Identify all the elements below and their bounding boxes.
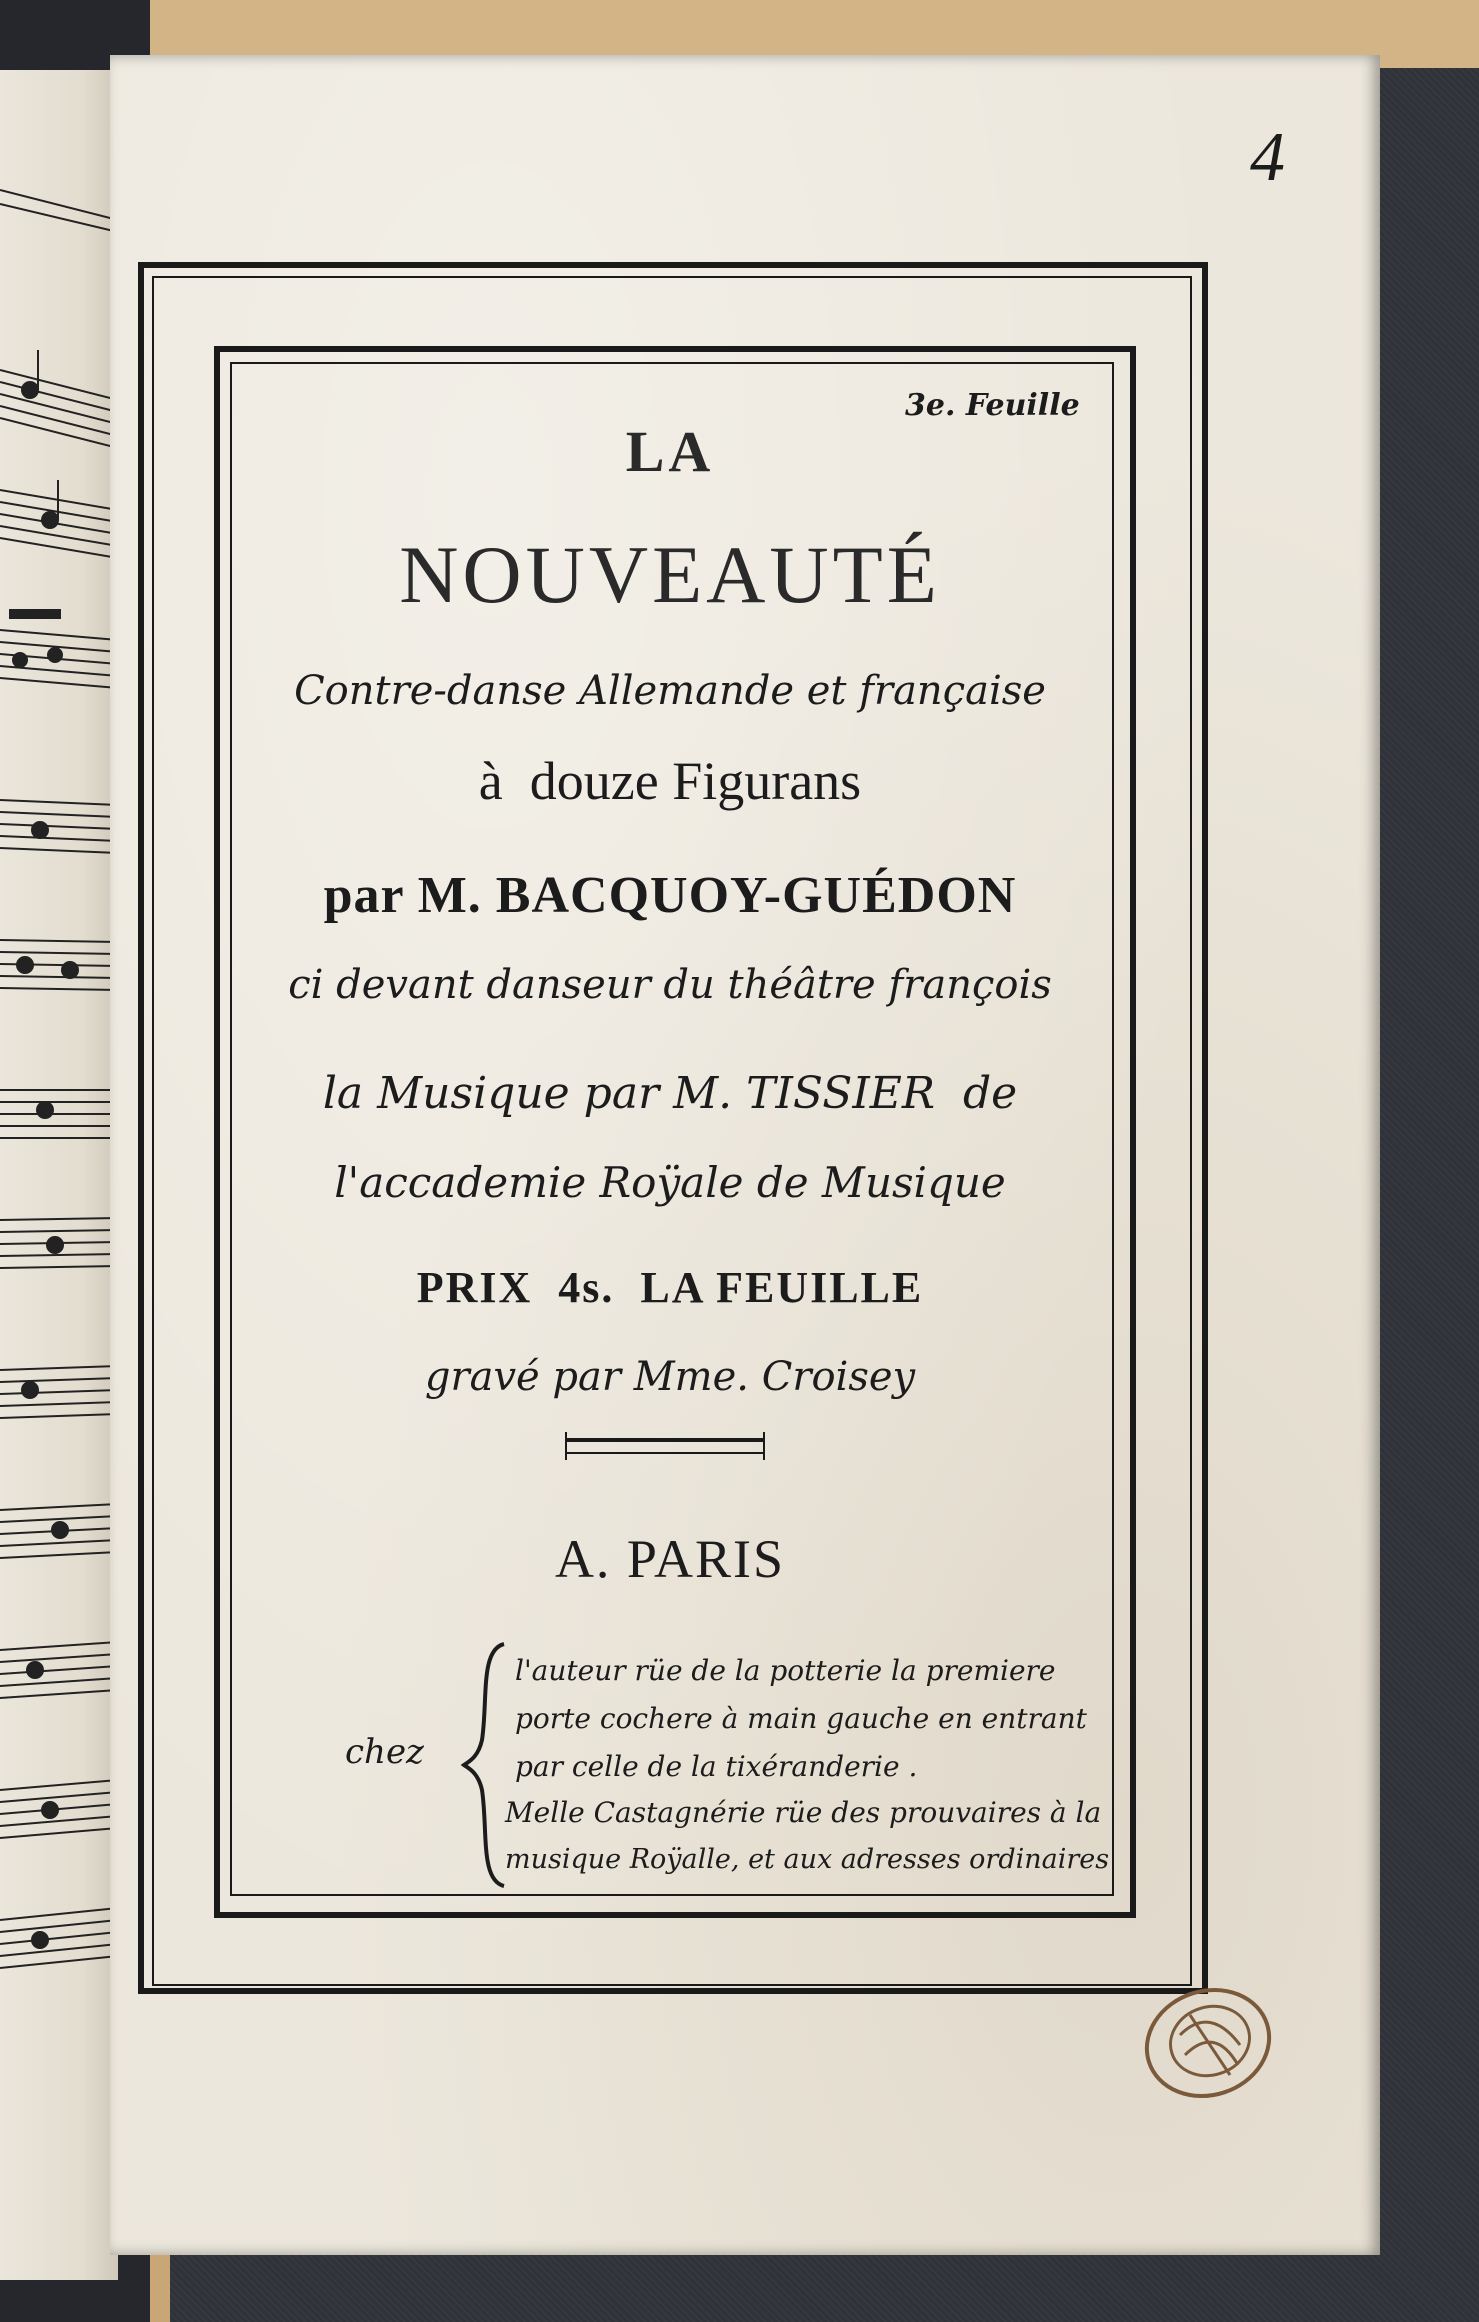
engraver-line: gravé par Mme. Croisey: [424, 1354, 916, 1400]
library-stamp: [1130, 1975, 1280, 2115]
address-line-3: par celle de la tixéranderie .: [515, 1750, 918, 1783]
address-line-4: Melle Castagnérie rüe des prouvaires à la: [505, 1796, 1102, 1829]
music-line: la Musique par M. TISSIER de: [322, 1068, 1018, 1119]
academy-line: l'accademie Roÿale de Musique: [334, 1158, 1006, 1207]
page-number: 4: [1250, 119, 1285, 196]
music-notation-fragment: [0, 70, 118, 2280]
address-line-1: l'auteur rüe de la potterie la premiere: [515, 1654, 1056, 1687]
sheet-label: 3e. Feuille: [905, 388, 1080, 423]
subtitle: Contre-danse Allemande et française: [294, 668, 1046, 714]
author-line: par M. BACQUOY-GUÉDON: [323, 867, 1017, 924]
city-line: A. PARIS: [554, 1529, 786, 1589]
title-line-2: NOUVEAUTÉ: [399, 529, 941, 620]
author-role: ci devant danseur du théâtre françois: [288, 962, 1052, 1008]
address-line-2: porte cochere à main gauche en entrant: [515, 1702, 1087, 1735]
title-line-1: LA: [625, 419, 715, 484]
chez-label: chez: [345, 1732, 424, 1772]
address-line-5: musique Roÿalle, et aux adresses ordinaires: [505, 1844, 1110, 1875]
left-page-music: [0, 70, 118, 2280]
dancers-line: à douze Figurans: [478, 751, 862, 811]
divider-right-cap: [763, 1432, 765, 1460]
divider-rule: [565, 1438, 765, 1442]
divider-rule-thin: [565, 1452, 765, 1454]
divider-left-cap: [565, 1432, 567, 1460]
brace-icon: [460, 1640, 510, 1890]
price-line: PRIX 4s. LA FEUILLE: [416, 1263, 924, 1312]
